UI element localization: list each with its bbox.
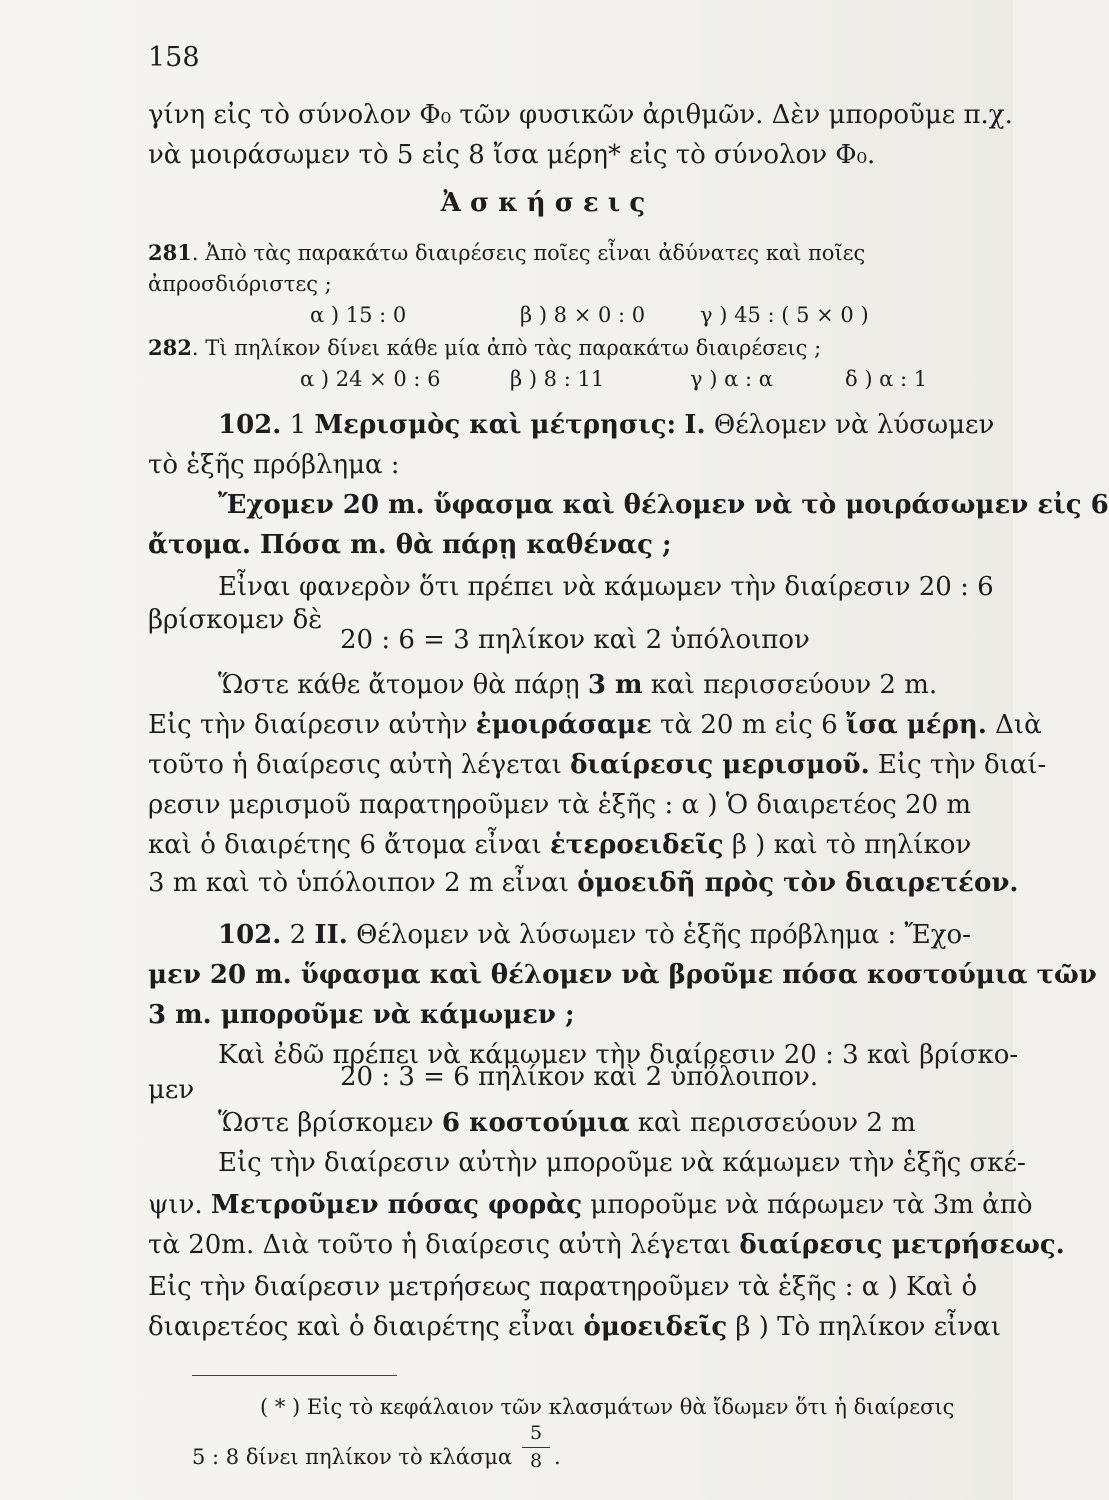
p7-text-c: β ) καὶ τὸ πηλίκον: [723, 830, 972, 860]
s2-p5-text-b: Μετροῦμεν πόσας φορὰς: [210, 1190, 583, 1220]
p4-text-a: Εἰς τὴν διαίρεσιν αὐτὴν: [148, 710, 476, 740]
section-102-1-roman: I.: [684, 410, 706, 440]
p3-text-b: 3 m: [587, 670, 643, 700]
exercise-282-line-1: [148, 335, 821, 360]
exercise-281-line-1: [148, 240, 865, 265]
section-102-1-p7: [148, 830, 971, 860]
section-102-1-line-2: τὸ ἑξῆς πρόβλημα :: [148, 450, 400, 480]
section-102-1-p4: [148, 710, 1042, 740]
section-102-2-num: 102.: [218, 920, 282, 950]
section-102-2-heading: [218, 920, 971, 950]
section-102-2-p1: Καὶ ἐδῶ πρέπει νὰ κάμωμεν τὴν διαίρεσιν 20 : 3 καὶ βρίσκο-: [218, 1040, 1019, 1070]
section-102-1-num: 102.: [218, 410, 282, 440]
s2-p3-text-c: καὶ περισσεύουν 2 m: [629, 1108, 916, 1138]
exercise-282-c: γ ) α : α: [690, 367, 773, 391]
footnote-line-2: 5 : 8 δίνει πηλίκον τὸ κλάσμα: [192, 1445, 513, 1469]
footnote-fraction-denominator: 8: [530, 1450, 543, 1472]
section-102-2-line-3: 3 m. μποροῦμε νὰ κάμωμεν ;: [148, 1000, 575, 1030]
section-102-1-line1-rest: Θέλομεν νὰ λύσωμεν: [713, 410, 995, 440]
p8-text-b: ὁμοειδῆ πρὸς τὸν διαιρετέον.: [577, 868, 1019, 898]
s2-p8-text-c: β ) Τὸ πηλίκον εἶναι: [727, 1312, 1001, 1342]
problem-1-line-1: Ἔχομεν 20 m. ὕφασμα καὶ θέλομεν νὰ τὸ μοιράσωμεν εἰς 6: [218, 490, 1109, 520]
exercise-281-text: . Ἀπὸ τὰς παρακάτω διαιρέσεις ποῖες εἶναι ἀδύνατες καὶ ποῖες: [191, 241, 866, 265]
s2-p6-text-b: διαίρεσις μετρήσεως.: [739, 1230, 1065, 1260]
section-102-2-sub: 2: [289, 920, 307, 950]
section-102-2-p6: [148, 1230, 1065, 1260]
p4-text-d: ἴσα μέρη.: [845, 710, 987, 740]
intro-line-2: νὰ μοιράσωμεν τὸ 5 εἰς 8 ἴσα μέρη* εἰς τὸ σύνολον Φ₀.: [148, 140, 876, 170]
p4-text-e: Διὰ: [986, 710, 1042, 740]
p7-text-a: καὶ ὁ διαιρέτης 6 ἄτομα εἶναι: [148, 830, 550, 860]
p5-text-a: τοῦτο ἡ διαίρεσις αὐτὴ λέγεται: [148, 750, 571, 780]
exercise-282-a: α ) 24 × 0 : 6: [300, 367, 441, 391]
section-102-1-p5: [148, 750, 1046, 780]
section-102-2-p7: Εἰς τὴν διαίρεσιν μετρήσεως παρατηροῦμεν τὰ ἑξῆς : α ) Καὶ ὁ: [148, 1272, 978, 1302]
p3-text-a: Ὥστε κάθε ἄτομον θὰ πάρῃ: [218, 670, 588, 700]
section-102-2-p4: Εἰς τὴν διαίρεσιν αὐτὴν μποροῦμε νὰ κάμωμεν τὴν ἑξῆς σκέ-: [218, 1148, 1026, 1178]
section-102-2-roman: II.: [314, 920, 348, 950]
s2-p5-text-a: ψιν.: [148, 1190, 211, 1220]
section-102-2-equation: 20 : 3 = 6 πηλίκον καὶ 2 ὑπόλοιπον.: [340, 1062, 819, 1092]
s2-p8-text-a: διαιρετέος καὶ ὁ διαιρέτης εἶναι: [148, 1312, 584, 1342]
footnote-end: .: [554, 1445, 561, 1469]
p3-text-c: καὶ περισσεύουν 2 m.: [642, 670, 938, 700]
exercise-282-d: δ ) α : 1: [845, 367, 928, 391]
page-number: 158: [148, 42, 200, 73]
section-102-1-heading: [218, 410, 994, 440]
section-102-1-sub: 1: [289, 410, 307, 440]
p7-text-b: ἑτεροειδεῖς: [549, 830, 724, 860]
footnote-fraction-numerator: 5: [530, 1422, 543, 1444]
section-102-1-p3: [218, 670, 937, 700]
p4-text-c: τὰ 20 m εἰς 6: [651, 710, 846, 740]
section-102-1-p2: βρίσκομεν δὲ: [148, 605, 323, 635]
exercise-281-a: α ) 15 : 0: [310, 303, 407, 327]
exercise-281-b: β ) 8 × 0 : 0: [520, 303, 646, 327]
section-102-1-p1: Εἶναι φανερὸν ὅτι πρέπει νὰ κάμωμεν τὴν διαίρεσιν 20 : 6: [218, 572, 994, 602]
exercises-heading: Ἀ σ κ ή σ ε ι ς: [440, 188, 646, 218]
section-102-2-p3: [218, 1108, 916, 1138]
section-102-2-line1-rest: Θέλομεν νὰ λύσωμεν τὸ ἑξῆς πρόβλημα : Ἔχο-: [356, 920, 971, 950]
s2-p6-text-a: τὰ 20m. Διὰ τοῦτο ἡ διαίρεσις αὐτὴ λέγεται: [148, 1230, 740, 1260]
p5-text-c: Εἰς τὴν διαί-: [869, 750, 1047, 780]
exercise-281-number: 281: [148, 240, 192, 265]
s2-p3-text-a: Ὥστε βρίσκομεν: [218, 1108, 442, 1138]
p4-text-b: ἐμοιράσαμε: [475, 710, 652, 740]
exercise-282-text: . Τὶ πηλίκον δίνει κάθε μία ἀπὸ τὰς παρακάτω διαιρέσεις ;: [191, 336, 822, 360]
section-102-1-p8: [148, 868, 1018, 898]
section-102-2-p5: [148, 1190, 1032, 1220]
exercise-282-b: β ) 8 : 11: [510, 367, 605, 391]
p5-text-b: διαίρεσις μερισμοῦ.: [570, 750, 870, 780]
intro-line-1: γίνη εἰς τὸ σύνολον Φ₀ τῶν φυσικῶν ἀριθμῶν. Δὲν μποροῦμε π.χ.: [148, 100, 1013, 130]
s2-p3-text-b: 6 κοστούμια: [441, 1108, 630, 1138]
s2-p5-text-c: μποροῦμε νὰ πάρωμεν τὰ 3m ἀπὸ: [582, 1190, 1033, 1220]
footnote-rule: [192, 1375, 397, 1376]
section-102-1-p6: ρεσιν μερισμοῦ παρατηροῦμεν τὰ ἑξῆς : α ) Ὁ διαιρετέος 20 m: [148, 790, 972, 820]
s2-p8-text-b: ὁμοειδεῖς: [583, 1312, 728, 1342]
footnote-line-1: ( * ) Εἰς τὸ κεφάλαιον τῶν κλασμάτων θὰ ἴδωμεν ὅτι ἡ διαίρεσις: [260, 1395, 955, 1419]
exercise-281-line-2: ἀπροσδιόριστες ;: [148, 272, 332, 296]
footnote-fraction-bar: [522, 1447, 550, 1448]
section-102-1-equation: 20 : 6 = 3 πηλίκον καὶ 2 ὑπόλοιπον: [340, 625, 810, 655]
problem-1-line-2: ἄτομα. Πόσα m. θὰ πάρῃ καθένας ;: [148, 530, 672, 560]
section-102-2-p8: [148, 1312, 1001, 1342]
section-102-1-title: Μερισμὸς καὶ μέτρησις:: [314, 410, 677, 440]
exercise-281-c: γ ) 45 : ( 5 × 0 ): [700, 303, 869, 327]
exercise-282-number: 282: [148, 335, 192, 360]
section-102-2-p2-word: μεν: [148, 1075, 195, 1105]
p8-text-a: 3 m καὶ τὸ ὑπόλοιπον 2 m εἶναι: [148, 868, 578, 898]
section-102-2-line-2: μεν 20 m. ὕφασμα καὶ θέλομεν νὰ βροῦμε πόσα κοστούμια τῶν: [148, 960, 1097, 990]
